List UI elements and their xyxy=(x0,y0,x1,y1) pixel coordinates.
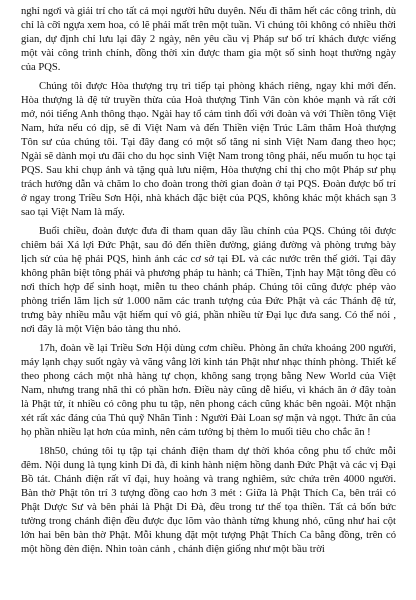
paragraph-4: 17h, đoàn về lại Triều Sơn Hội dùng cơm chiều. Phòng ăn chứa khoảng 200 người, máy lạnh chạy suốt ngày và vãng vẳng lời kinh tán Phật như nhạc thính phòng. Thiết kế theo phong cách một nhà hàng tự chọn, không sang trọng bằng New World của Việt Nam, nhưng trang nhã thì có phần hơn. Điều này cũng dễ hiểu, vì khách ăn ở đây toàn là Phật tử, ít nhiều có công phu tu tập, nên phong cách cũng khác bên ngoài. Một nhận xét rất xác đáng của Thủ quỹ Nhân Tinh : Người Đài Loan sợ mặn và ngọt. Thức ăn của họ phần nhiều lạt hơn của mình, nên cảm tưởng bị thèm lo muối tiêu cho chắc ăn ! xyxy=(21,343,396,438)
paragraph-2: Chúng tôi được Hòa thượng trụ trì tiếp tại phòng khách riêng, ngay khi mới đến. Hòa thượng là đệ tử truyền thừa của Hoà thượng Tinh Vân còn khỏe mạnh và rất cởi mở, nói tiếng Anh thông thạo. Ngài hay tổ cảm tình đối với đoàn và với Thiền tông Việt Nam, hứa nếu có dịp, sẽ đi Việt Nam và đến Thiền viện Trúc Lâm thăm Hoà thượng Tôn sư của chúng tôi. Tại đây đang có một số tăng ni sinh Việt Nam đang theo học; Ngài sẽ dành mọi ưu đãi cho du học sinh Việt Nam trong tông phái, nếu muốn tu học tại PQS. Sau khi chụp ảnh và tặng quà lưu niệm, Hòa thượng chỉ thị cho một Pháp sư phụ trách hướng dẫn và chăm lo cho đoàn trong thời gian đoàn ở tại PQS. Đoàn được bố trí ở ngay trong Triều Sơn Hội, nhà khách đặc biệt của PQS, không khác một khách sạn 3 sao tại Việt Nam là mấy. xyxy=(21,81,396,218)
paragraph-3: Buổi chiều, đoàn được đưa đi tham quan dãy lầu chính của PQS. Chúng tôi được chiêm bái Xá lợi Đức Phật, sau đó đến thiền đường, giảng đường và phòng trưng bày lịch sử của hệ phái PQS, hình ảnh các cơ sở tại ĐL và các nước trên thế giới. Tại đây không phân biệt tông phái và phương pháp tu hành; cả Thiền, Tịnh hay Mật tông đều có nơi thích hợp để sinh hoạt, miễn tu theo chánh pháp. Chúng tôi cũng được phép vào phòng triển lãm lịch sử 1.000 năm các tranh tượng của Đức Phật và các Thánh đệ tử, trưng bày nhiều mẫu vật hiếm quí vô giá, phần nhiều từ Đại lục đưa sang. Có thể nói , nơi đây là một Viện bảo tàng thu nhỏ. xyxy=(21,226,396,335)
paragraph-1: nghỉ ngơi và giải trí cho tất cả mọi người hữu duyên. Nếu đi thăm hết các công trình, dù chỉ là cỡi ngựa xem hoa, có lẽ phải mất trên một tuần. Vì chúng tôi không có nhiều thời gian, dự định chỉ lưu lại đây 2 ngày, nên yêu cầu vị Pháp sư bố trí khách được viếng một vài công trình chính, đồng thời xin được tham gia một số sinh hoạt thường ngày của PQS. xyxy=(21,6,396,73)
paragraph-5: 18h50, chúng tôi tụ tập tại chánh điện tham dự thời khóa công phu tổ chức mỗi đêm. Nội dung là tụng kinh Di đà, đi kinh hành niệm hồng danh Đức Phật và các vị Đại Bồ tát. Chánh điện rất vĩ đại, huy hoàng và trang nghiêm, sức chứa trên 4000 người. Bàn thờ Phật tôn trí 3 tượng đồng cao hơn 3 mét : Giữa là Phật Thích Ca, bên trái có Phật Dược Sư và bên phải là Phật Di Đà, đều trong tư thế tọa thiền. Tất cả bốn bức tường trong chánh điện đều được đục lõm vào thành từng khung nhỏ, cũng như hai cột lớn hai bên bàn thờ Phật. Mỗi khung đặt một tượng Phật Thích Ca bằng đồng, trên có một hồng đèn điện. Nhìn toàn cảnh , chánh điện giống như một bầu trời xyxy=(21,446,396,555)
